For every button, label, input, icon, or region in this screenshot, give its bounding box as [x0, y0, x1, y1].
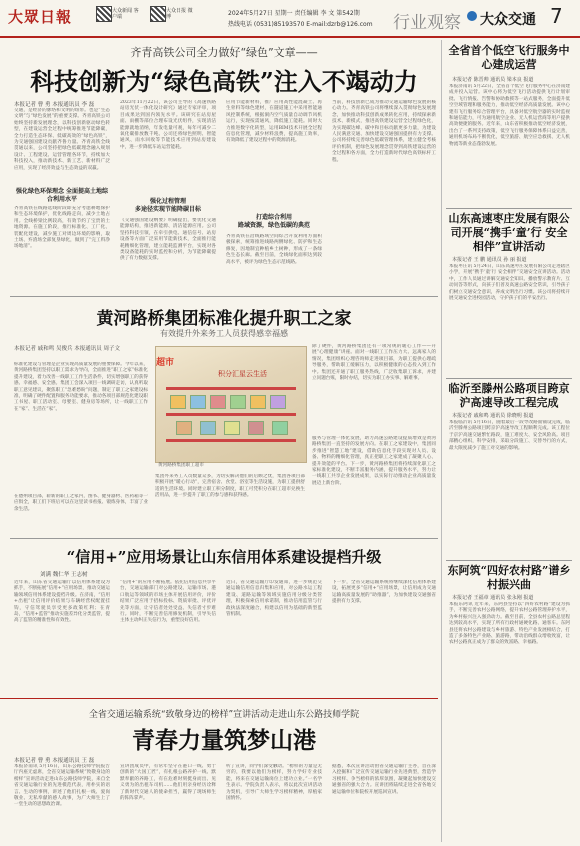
column-logo-icon — [467, 11, 477, 21]
mid-col1b: 在德州项目部，崭新的职工之家内，图书、健身器材、医药箱等一应俱全，职工们下班后可以在这里读书看报、锻炼身体，丰富了业余生活。 — [14, 494, 148, 512]
third-col2: “信用+”的应用不断拓展。依托信用信息共享平台，交通运输部门对公路建设、运输市场、港口航运等领域的市场主体开展信用评价，评价结果广泛应用于招标投标、资质审批、评优评先等方面，让守信者处处受益、失信者寸步难行。同时，不断完善信用修复机制，引导失信主体主动纠正失信行为，重塑良好信用。 — [120, 580, 216, 624]
lead-col2: 2023年11月22日，该公司主导的《高速铁路站房光伏一体化设计研究》通过专家评审，项目成果达到国内领先水平。该研究在站房屋面、雨棚等部位合理布设光伏组件，实现清洁能源就地消纳，年发电量可观，每年可减少二氧化碳排放数千吨。公司还将绿色照明、智能通风、雨水回收等节能技术应用到站房建设中，进一步降低车站运营能耗。 — [120, 100, 216, 150]
newspaper-logo: 大眾日報 — [8, 8, 73, 26]
lead-byline: 本报记者 曹 勇 本报通讯员 李 磊 — [14, 102, 95, 108]
lead-subhead-3b: 路域资源，绿色低碳的典范 — [237, 222, 310, 229]
product-box — [170, 395, 186, 409]
lead-col1: 交通，是经济的脉络和文明的纽带。也是“生态文明”与“绿色发展”的重要支撑。齐青高铁公司始终坚持新发展理念，以科技创新驱动绿色转型，在建设运营全过程中统筹推进节能降碳，全力打造生态环保、低碳高效的“绿色高铁”，为交通强国建设贡献齐鲁力量。齐青高铁全线贯通以来，公司坚持把绿色低碳理念融入规划设计、工程建设、运营管理各环节，持续加大科技投入，推动新技术、新工艺、新材料广泛应用，实现了经济效益与生态效益的双赢。 — [14, 108, 110, 171]
divider — [446, 560, 572, 561]
qr-code-icon — [96, 6, 112, 22]
product-box — [230, 395, 246, 409]
bottom-col2: 宣讲团成员中，有常年坚守在港口一线、勇于创新的“大国工匠”，有扎根公路养护一线、默默奉献的养路工，有在危难时刻挺身而出、见义勇为的出租车司机……他们用亲身经历诠释了新时代交通人的使命担当，赢得了现场师生的阵阵掌声。 — [120, 764, 216, 802]
masthead — [0, 0, 580, 38]
divider — [446, 378, 572, 379]
shelf — [166, 387, 296, 390]
divider — [446, 208, 572, 209]
product-box — [272, 421, 288, 435]
lead-headline: 科技创新为“绿色高铁”注入不竭动力 — [30, 67, 418, 96]
lead-subhead-3a: 打造综合利用 — [255, 214, 292, 221]
section-title: 行业观察 — [393, 13, 461, 33]
product-box — [190, 395, 206, 409]
hotline: 热线电话 (0531)85193570 E-mail:dzrb@126.com — [228, 21, 373, 28]
lead-col2b: 《交通强国建设纲要》明确提出，要优化交通能源结构，推进新能源、清洁能源应用。公司坚持科技引领，在牵引供电、通信信号、站房设备等方面广泛采用节能新技术，全面推行能耗精细化管理，建立能耗监测平台，实现对各类设备能耗的实时监控和分析，为节能降碳提供了有力数据支撑。 — [120, 218, 216, 262]
date-line: 2024年5月27日 星期一 责任编辑 李 文 第542期 — [228, 10, 360, 17]
lead-col3b: 齐青高铁在沿线路域空间综合开发利用方面积极探索，统筹推进线路两侧绿化、防护和生态修复，因地制宜种植乡土树种，形成了一条绿色生态长廊。截至目前，全线绿化面积达到较高水平，被评为绿色生态示范线路。 — [226, 234, 322, 265]
product-box — [210, 395, 226, 409]
divider — [10, 538, 438, 539]
column-rule — [441, 40, 442, 842]
shelf — [166, 439, 296, 442]
lead-col4: 当前，科技创新已成为推动交通运输绿色发展的核心动力。齐青高铁公司将继续深入贯彻绿色发展理念，加快推动科技创新成果转化应用，持续探索新技术、新模式，推进高铁建设运营全过程绿色化，为实现碳达峰、碳中和目标贡献更多力量，为建设人民满意交通、加快建设交通强国提供有力支撑。公司将持续完善绿色低碳管理体系，建立健全考核评价机制，把绿色发展理念贯穿到高铁建设运营的全过程和各方面，全力打造新时代绿色高铁标杆工程。 — [332, 100, 436, 163]
lead-subhead-1: 强化绿色环保理念 全面提高土地综合利用水平 — [15, 188, 109, 203]
right-story4-headline: 东阿筑“四好农村路”谱乡村振兴曲 — [447, 564, 571, 591]
lead-subhead-2a: 强化过程管理 — [149, 198, 186, 205]
lead-col1b: 齐青高铁在线路选线阶段即充分考虑耕地保护和生态环境保护，优化线路走向，减少土地占用。全线桥梁比例较高，有效节约了宝贵的土地资源。在施工阶段，推行标准化、工厂化、装配化建设，减少施工对周边环境的影响，取土场、弃渣场全部复垦绿化，做到了“完工料净场地清”。 — [14, 206, 110, 250]
bottom-byline: 本报记者 曹 勇 本报通讯员 王 磊 — [14, 758, 95, 764]
mid-headline: 黄河路桥集团标准化提升职工之家 — [96, 309, 352, 329]
right-story3-headline: 临沂至滕州公路项目跨京沪高速导改工程完成 — [448, 382, 570, 409]
qr-code-icon — [150, 6, 166, 22]
bottom-col4: 据悉，本次宣讲活动由省交通运输厅主办，旨在深入挖掘和广泛宣传交通运输行业先进典型，营造学习榜样、争当榜样的浓厚氛围，凝聚起加快建设交通强省的强大合力。宣讲团将陆续走进全省各地交通运输单位和院校开展巡回宣讲。 — [332, 764, 436, 795]
mid-col3: 除了硬件，黄河路桥集团还有一项常规的暖心工作——开展“心理健康”讲座。面对一线职工工作压力大、远离家人的情况，集团组织心理咨询师走进项目部，为职工提供心理疏导服务，帮助职工缓解压力，以积极健康的心态投入到工作中。集团还开通了职工服务热线，广泛收集职工诉求，并建立问题台账，限时办结，切实为职工办实事、解难事。 — [312, 344, 436, 382]
page-number: 7 — [550, 4, 563, 28]
mid-byline: 本报记者 戚和鸣 吴俊兵 本报通讯员 周子文 — [14, 346, 120, 352]
right-story4-text: 本报东阿讯 近年来，东阿县坚持以“四好农村路”建设为抓手，不断完善农村公路网络，提升农村公路管理养护水平，为乡村振兴注入强劲动力。截至目前，全县农村公路总里程达到较高水平，实现了所有行政村通硬化路、通客车。东阿县还将农村公路建设与乡村旅游、特色产业发展相结合，打造了多条特色产业路、旅游路，带动沿线群众增收致富，让农村公路真正成为了群众的致富路、幸福路。 — [449, 602, 570, 646]
photo-tag: 积分汇星云生活 — [218, 370, 267, 378]
photo-caption: 黄河路桥集团职工超市 — [158, 463, 204, 468]
mid-col4: 服务与管理一体化发展，助力高速公路建设提质增效是黄河路桥集团一直坚持的发展方向。在职工之家建设中，集团同步推进“智慧工地”建设，借助信息化手段实现对人员、设备、物料的精细化管理，真正把职工之家建成了凝聚人心、提升效能的平台。下一步，黄河路桥集团将持续深化职工之家标准化建设，不断丰富服务内涵，提升服务水平，努力让一线职工共享企业发展成果，以实际行动推动企业高质量发展迈上新台阶。 — [312, 436, 436, 486]
bottom-col1: 本报济南讯 5月16日，山东公路技师学院报告厅内座无虚席，全省交通运输系统“致敬身边的榜样”宣讲活动走进山东公路技师学院，来自全省交通运输行业的先进模范代表，用朴实的语言、生动的事例，讲述了他们扎根一线、爱岗敬业、无私奉献的感人故事，为广大师生上了一堂生动的思想政治课。 — [14, 764, 110, 808]
third-col1: 近年来，山东省交通运输厅以信用体系建设为抓手，不断拓展“信用+”应用场景，推动交通运输领域信用体系建设提档升级。在济南，“信用+出租”让信用评价结果与车辆经营权配置挂钩，守信驾驶员享受更多政策红利；在青岛，“信用+监管”推动实施差异化分类监管，提高了监管的精准性和有效性。 — [14, 580, 110, 624]
lead-col3: 应用节能新材料，推广应用高性能混凝土、再生骨料等绿色建材，在隧道施工中采用智能通风控制系统，根据洞内空气质量自动调节风机运行，实现按需通风，降低施工能耗。同时大力推进数字化转型，运用BIM技术开展全过程信息化管理，减少材料浪费，提高施工效率，有效降低了建设过程中的资源消耗。 — [226, 100, 322, 144]
product-box — [248, 421, 264, 435]
mid-col2: 集团外来务工人员数量众多，为切实解决他们的后顾之忧，集团各项目部积极开展“暖心行动”，完善宿舍、食堂、浴室等生活设施，为职工提供舒适的生活环境。同时建立职工积分制度，职工可凭积分在职工超市兑换生活用品，进一步提升了职工的参与感和获得感。 — [155, 474, 305, 499]
third-col4: 下一步，全省交通运输系统将继续深化信用体系建设，拓展更多“信用+”应用场景，让信用成为交通运输高质量发展的“助推器”，为加快建设交通强省提供有力支撑。 — [332, 580, 436, 605]
third-byline: 刘满 魏仁华 王志树 — [40, 572, 88, 578]
right-story4-byline: 本报记者 王福章 通讯员 张永刚 报道 — [452, 595, 534, 601]
product-box — [270, 395, 286, 409]
product-box — [224, 421, 240, 435]
bottom-headline: 青春力量筑梦山港 — [132, 727, 316, 754]
right-story3-byline: 本报记者 戚和鸣 通讯员 徐晓明 报道 — [452, 413, 534, 419]
photo-banner: 超市 — [156, 358, 175, 368]
right-story2-text: 本报枣庄讯 5月24日，山东高速枣庄发展有限公司走进辖区小学，开展“携手‘童’行 安全相伴”交通安全宣讲活动。活动中，工作人员通过讲解交通安全知识、播放警示教育片、互动问答等形式，向孩子们普及高速公路安全常识，引导孩子们树立交通安全意识，养成文明出行习惯。该公司将持续开展交通安全进校园活动，守护孩子们的平安出行。 — [449, 264, 570, 302]
qr-label: 大众日报 微博 — [166, 8, 193, 20]
column-title: 大众交通 — [480, 12, 536, 28]
mid-col1: 标准化建设与管理是企业实现高质量发展的重要保障。今年以来，黄河路桥集团坚持以职工需求为导向，全面推进“职工之家”标准化提升建设，着力改善一线职工工作生活条件，切实增强职工的获得感、幸福感、安全感。集团工会深入项目一线调研走访，认真听取职工意见建议，聚焦职工“急难愁盼”问题，制定了职工之家建设标准，明确了硬件配置和服务功能要求，推动各项目部规范化建设职工书屋、职工活动室、母婴室、健身房等场所，让一线职工工作在“家”、生活在“家”。 — [14, 362, 148, 412]
qr-label: 大众新闻 客户端 — [112, 8, 139, 20]
right-story3-text: 本报临沂讯 5月16日，随着最后一段导改路面铺设完成，临沂至滕州公路项目跨京沪高速导改工程顺利完成。该工程位于京沪高速交通繁忙路段，施工难度大、安全风险高。项目部精心组织，科学安排，采取分段施工、交替导行的方式，最大限度减少了施工对交通的影响。 — [449, 420, 570, 451]
product-box — [250, 395, 266, 409]
bottom-col3: 听了宣讲，同学们深受触动。“榜样的力量是无穷的，我要以他们为榜样，努力学好专业技能，将来在交通运输岗位上建功立业。”一名学生表示。学院负责人表示，将以此次宣讲活动为契机，引导广大师生学习榜样精神，厚植家国情怀。 — [226, 764, 322, 802]
divider — [10, 296, 438, 297]
lead-subhead-2b: 多途径实现节能降碳目标 — [134, 206, 201, 213]
product-box — [176, 421, 192, 435]
right-story1-byline: 本报记者 陈晋帅 通讯员 梁本良 报道 — [452, 77, 534, 83]
right-story1-headline: 全省首个低空飞行服务中心建成运营 — [448, 44, 570, 71]
right-story2-byline: 本报记者 王 鹏 通讯员 孙 丽 报道 — [452, 257, 527, 263]
third-headline: “信用+”应用场景让山东信用体系建设提档升级 — [66, 548, 382, 566]
mid-subtitle: 有效提升外来务工人员获得感幸福感 — [160, 329, 288, 338]
right-story1-text: 本报济南讯 5月22日，全省首个低空飞行服务中心在济南建成并投入运营。该中心将为低空飞行活动提供飞行计划审批、飞行情报、告警和协助救援等一站式服务，全面提升低空空域管理和服务能力，推动低空经济高质量发展。该中心建有飞行服务综合管理平台，具备对低空航空器的实时监视和通信能力，可为通用航空企业、无人机运营商等用户提供高效便捷的服务。近年来，山东省积极推动低空经济发展，出台了一系列支持政策，低空飞行服务保障体系日益完善，通用机场布局不断优化，低空旅游、航空应急救援、无人机物流等新业态蓬勃发展。 — [449, 84, 570, 147]
product-box — [200, 421, 216, 435]
lead-kicker: 齐青高铁公司全力做好“绿色”文章—— — [130, 46, 318, 59]
shelf — [166, 413, 296, 416]
right-story2-headline: 山东高速枣庄发展有限公司开展“携手‘童’行 安全相伴”宣讲活动 — [448, 212, 570, 253]
photo — [155, 346, 307, 463]
divider — [0, 698, 438, 699]
third-col3: 近日，省交通运输厅印发通知，进一步规范交通运输信用信息归集和应用，对公路水运工程建设、道路运输等领域实施信用分级分类管理，积极探索信用承诺制，推动信用监管与行政执法深度融合，构建以信用为基础的新型监管机制。 — [226, 580, 322, 618]
bottom-kicker: 全省交通运输系统“致敬身边的榜样”宣讲活动走进山东公路技师学院 — [88, 710, 360, 720]
